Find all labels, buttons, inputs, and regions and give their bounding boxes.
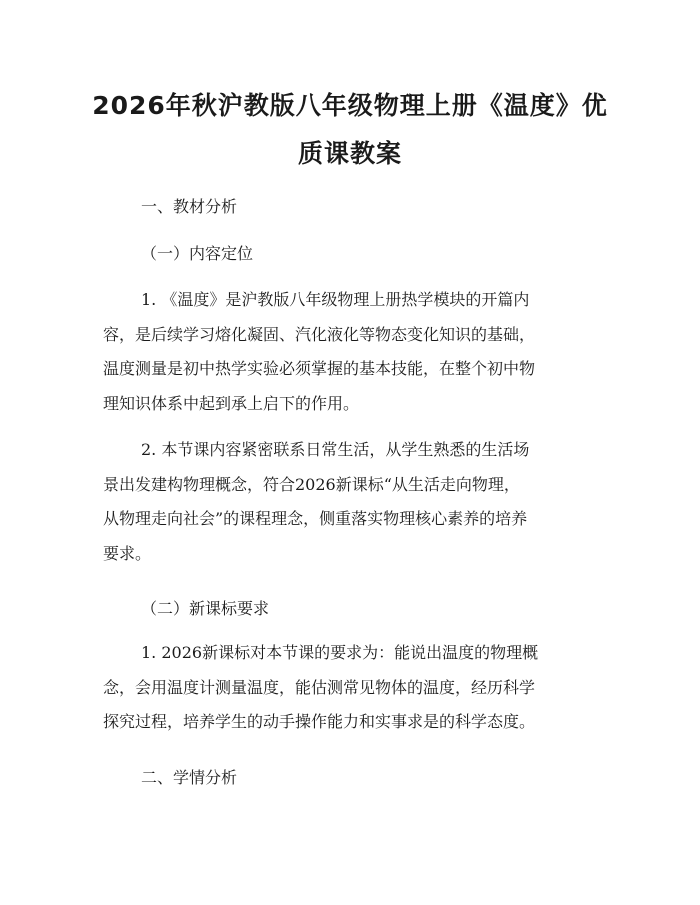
subsection-heading-content-positioning: （一）内容定位 [141,244,254,263]
paragraph-line: 1. 2026新课标对本节课的要求为：能说出温度的物理概 [141,643,539,662]
paragraph-line: 从物理走向社会”的课程理念，侧重落实物理核心素养的培养 [103,509,528,528]
paragraph-content-positioning-1 [103,283,598,421]
paragraph-line: 理知识体系中起到承上启下的作用。 [103,393,360,413]
paragraph-line: 要求。 [103,543,152,563]
paragraph-line: 景出发建构物理概念，符合2026新课标“从生活走向物理， [103,474,520,494]
document-title-line-2: 质课教案 [297,139,402,168]
paragraph-line: 温度测量是初中热学实验必须掌握的基本技能，在整个初中物 [103,359,536,378]
paragraph-line: 1. 《温度》是沪教版八年级物理上册热学模块的开篇内 [141,290,530,309]
paragraph-line: 2. 本节课内容紧密联系日常生活，从学生熟悉的生活场 [141,440,530,459]
subsection-heading-curriculum-standard: （二）新课标要求 [141,599,270,618]
paragraph-line: 念，会用温度计测量温度，能估测常见物体的温度，经历科学 [103,677,536,697]
section-heading-textbook-analysis: 一、教材分析 [141,197,238,216]
paragraph-content-positioning-2 [103,433,598,571]
paragraph-line: 探究过程，培养学生的动手操作能力和实事求是的科学态度。 [103,712,536,731]
paragraph-line: 容，是后续学习熔化凝固、汽化液化等物态变化知识的基础， [103,324,536,344]
document-title-line-1: 2026年秋沪教版八年级物理上册《温度》优 [92,91,608,120]
section-heading-learner-analysis: 二、学情分析 [141,768,238,787]
paragraph-curriculum-standard-1 [103,636,598,740]
